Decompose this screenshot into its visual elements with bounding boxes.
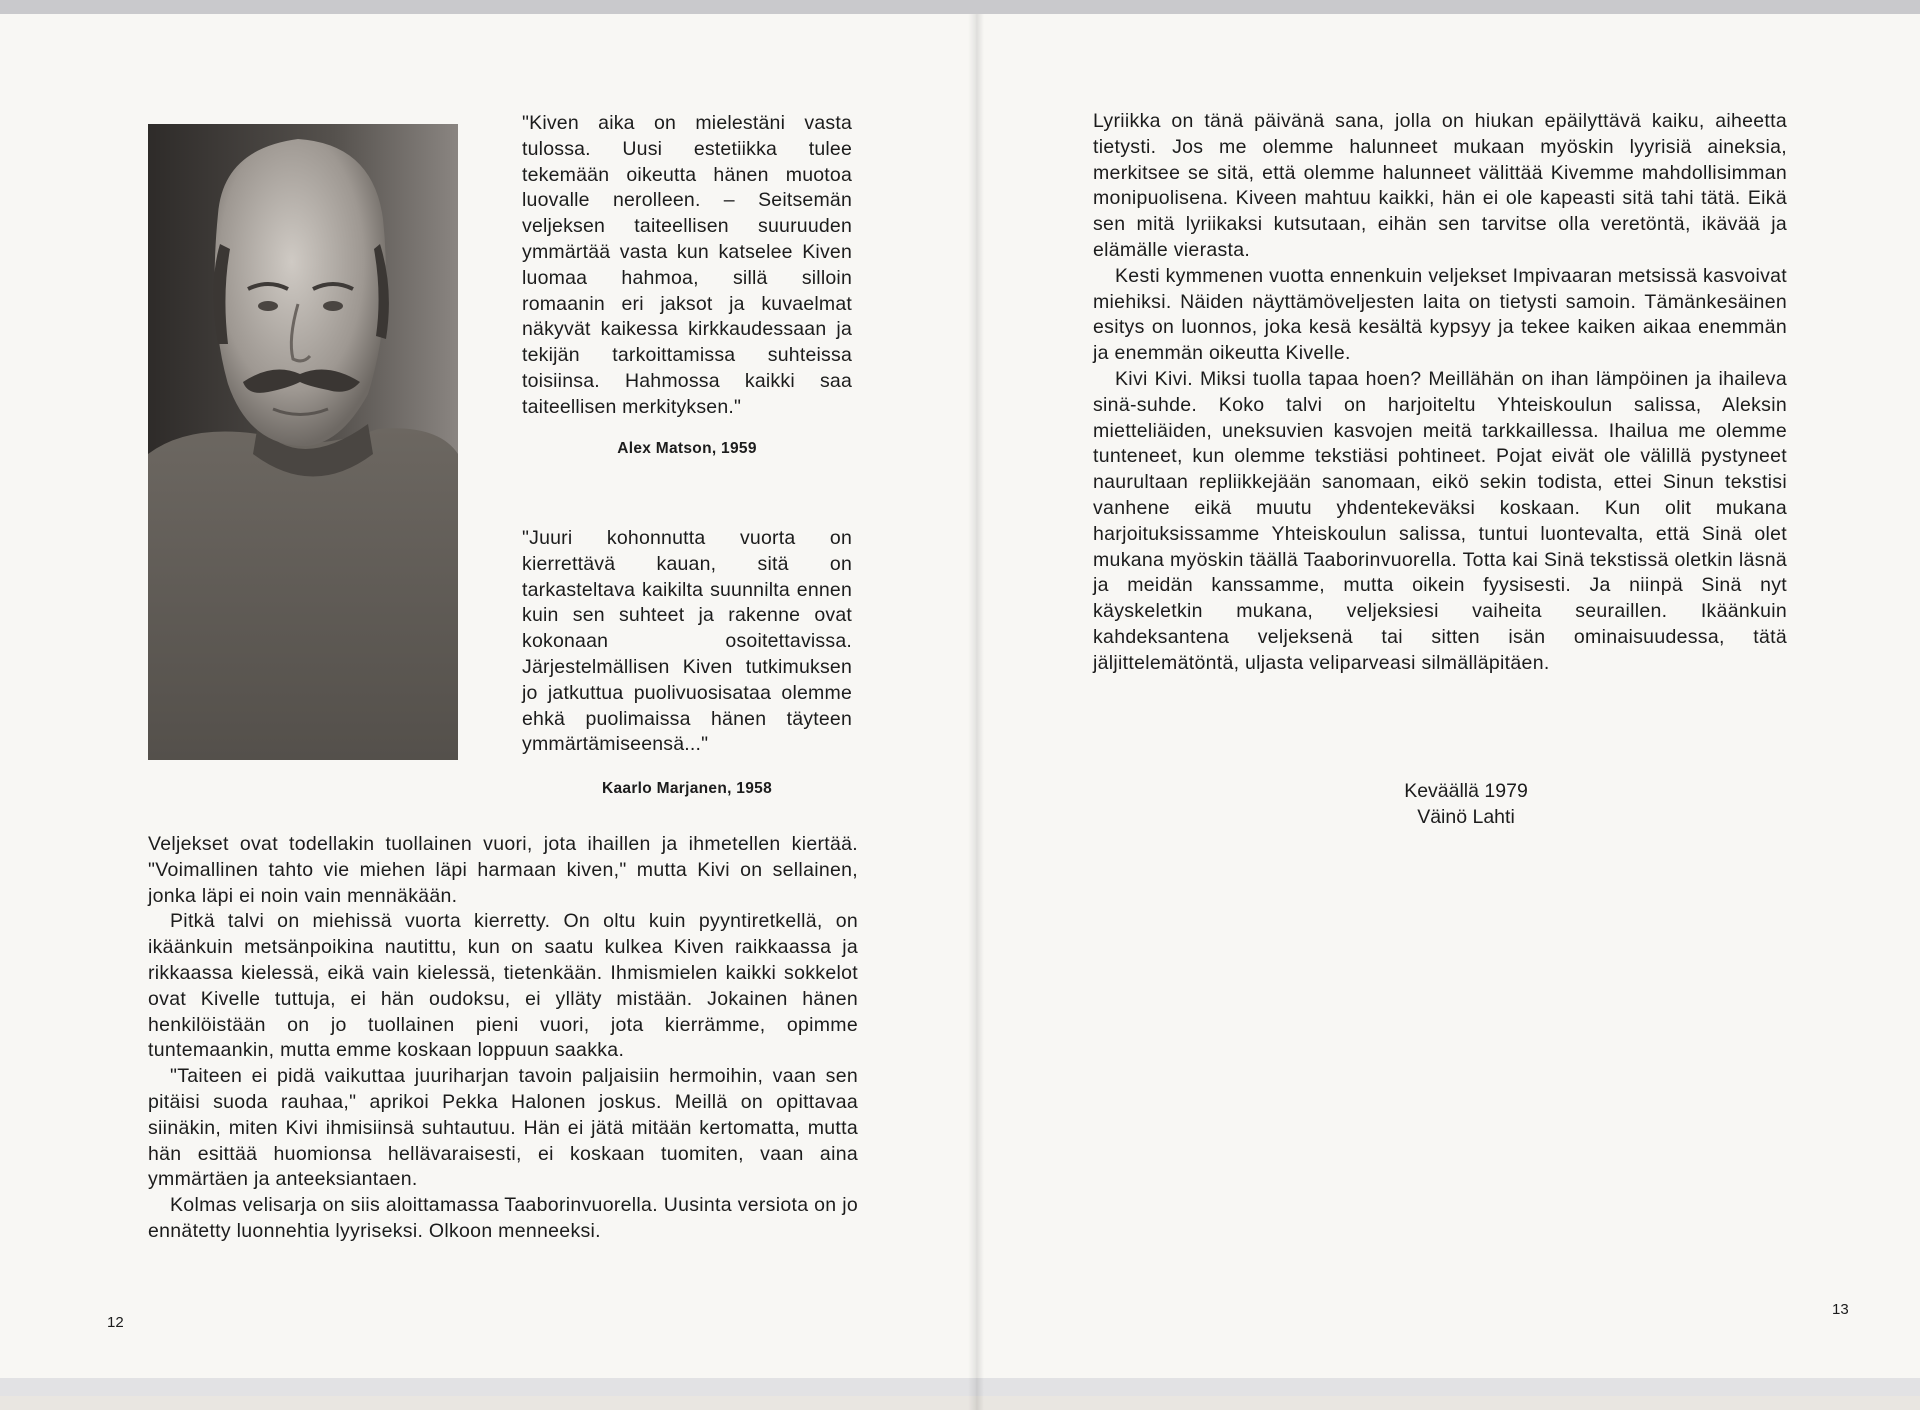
left-page <box>0 14 968 1394</box>
paragraph: Kolmas velisarja on siis aloittamassa Taaborinvuorella. Uusinta versiota on jo ennätetty luonnehtia lyyriseksi. Olkoon menneeksi. <box>148 1194 858 1242</box>
signature-block <box>1326 778 1606 830</box>
paragraph: Lyriikka on tänä päivänä sana, jolla on hiukan epäilyttävä kaiku, aiheetta tietysti. Jos me olemme halunneet mukaan myöskin lyyrisiä aineksia, merkitsee se sitä, että olemme halunneet välittää Kivemme mahdollisimman monipuolisena. Kiveen mahtuu kaikki, hän ei ole kapeasti sitä tahi tätä. Eikä sen mitä lyriikaksi kutsutaan, eihän sen tarvitse olla veretöntä, ikävää ja elämälle vierasta. <box>1093 110 1787 261</box>
paragraph: Veljekset ovat todellakin tuollainen vuori, jota ihaillen ja ihmetellen kiertää. "Voimallinen tahto vie miehen läpi harmaan kiven," mutta Kivi on sellainen, jonka läpi ei noin vain mennäkään. <box>148 833 858 907</box>
quote-attribution-marjanen: Kaarlo Marjanen, 1958 <box>602 780 772 797</box>
right-page <box>984 14 1920 1394</box>
quote-attribution-matson: Alex Matson, 1959 <box>617 440 757 457</box>
paragraph: Pitkä talvi on miehissä vuorta kierretty. On oltu kuin pyyntiretkellä, on ikäänkuin metsänpoikina nautittu, kun on saatu kulkea Kiven raikkaassa ja rikkaassa kielessä, eikä vain kielessä, tietenkään. Ihmismielen kaikki sokkelot ovat Kivelle tuttuja, ei hän oudoksu, ei ylläty mistään. Jokainen hänen henkilöistään on jo tuollainen pieni vuori, jota kierrämme, opimme tuntemaankin, mutta emme koskaan loppuun saakka. <box>148 910 858 1062</box>
page-number-right: 13 <box>1832 1301 1849 1318</box>
quote-matson: "Kiven aika on mielestäni vasta tulossa. Uusi estetiikka tulee tekemään oikeutta hänen muotoa luovalle nerolleen. – Seitsemän veljeksen taiteellisen suuruuden ymmärtää vasta kun katselee Kiven luomaa hahmoa, sillä silloin romaanin eri jaksot ja kuvaelmat näkyvät kaikessa kirkkaudessaan ja tekijän tarkoittamissa suhteissa toisiinsa. Hahmossa kaikki saa taiteellisen merkityksen." <box>522 112 852 418</box>
book-gutter <box>968 14 984 1410</box>
signature-author: Väinö Lahti <box>1417 806 1515 828</box>
paragraph: "Taiteen ei pidä vaikuttaa juuriharjan tavoin paljaisiin hermoihin, vaan sen pitäisi suoda rauhaa," aprikoi Pekka Halonen joskus. Meillä on opittavaa siinäkin, miten Kivi ihmisiinsä suhtautuu. Hän ei jätä mitään kertomatta, mutta hän esittää huomionsa hellävaraisesti, ei koskaan tuomiten, vaan aina ymmärtäen ja anteeksiantaen. <box>148 1065 858 1191</box>
right-body-text <box>1093 109 1787 677</box>
paragraph: Kivi Kivi. Miksi tuolla tapaa hoen? Meillähän on ihan lämpöinen ja ihaileva sinä-suhde. Koko talvi on harjoiteltu Yhteiskoulun salissa, Aleksin mietteliäiden, uneksuvien kasvojen meitä tarkkaillessa. Ihailua me olemme tunteneet, kun olemme tekstiäsi pohtineet. Pojat eivät ole välillä pystyneet naurultaan repliikkejään sanomaan, eikö sekin todista, ettei Sinun tekstisi vanhene eikä muutu yhdentekeväksi koskaan. Kun olit mukana harjoituksissamme Yhteiskoulun salissa, tuntui luontevalta, että Sinä olet mukana myöskin täällä Taaborinvuorella. Totta kai Sinä tekstissä oletkin läsnä ja meidän kanssamme, mutta oikein fyysisesti. Ja niinpä Sinä nyt käyskeletkin mukana, veljeksiesi vaiheita seuraillen. Ikäänkuin kahdeksantena veljeksenä tai sitten isän ominaisuudessa, tätä jäljittelemätöntä, uljasta veliparveasi silmälläpitäen. <box>1093 367 1787 674</box>
signature-date: Keväällä 1979 <box>1404 780 1528 802</box>
portrait-photo <box>148 124 458 760</box>
left-body-text <box>148 832 858 1245</box>
page-number-left: 12 <box>107 1314 124 1331</box>
quote-marjanen: "Juuri kohonnutta vuorta on kierrettävä kauan, sitä on tarkasteltava kaikilta suunnilta ennen kuin sen suhteet ja rakenne ovat kokonaan osoitettavissa. Järjestelmällisen Kiven tutkimuksen jo jatkuttua puolivuosisataa olemme ehkä puolimaissa hänen täyteen ymmärtämiseensä..." <box>522 527 852 756</box>
paragraph: Kesti kymmenen vuotta ennenkuin veljekset Impivaaran metsissä kasvoivat miehiksi. Näiden näyttämöveljesten laita on tietysti samoin. Tämänkesäinen esitys on luonnos, joka kesä kesältä kypsyy ja tekee kaiken aikaa enemmän ja enemmän oikeutta Kivelle. <box>1093 264 1787 365</box>
